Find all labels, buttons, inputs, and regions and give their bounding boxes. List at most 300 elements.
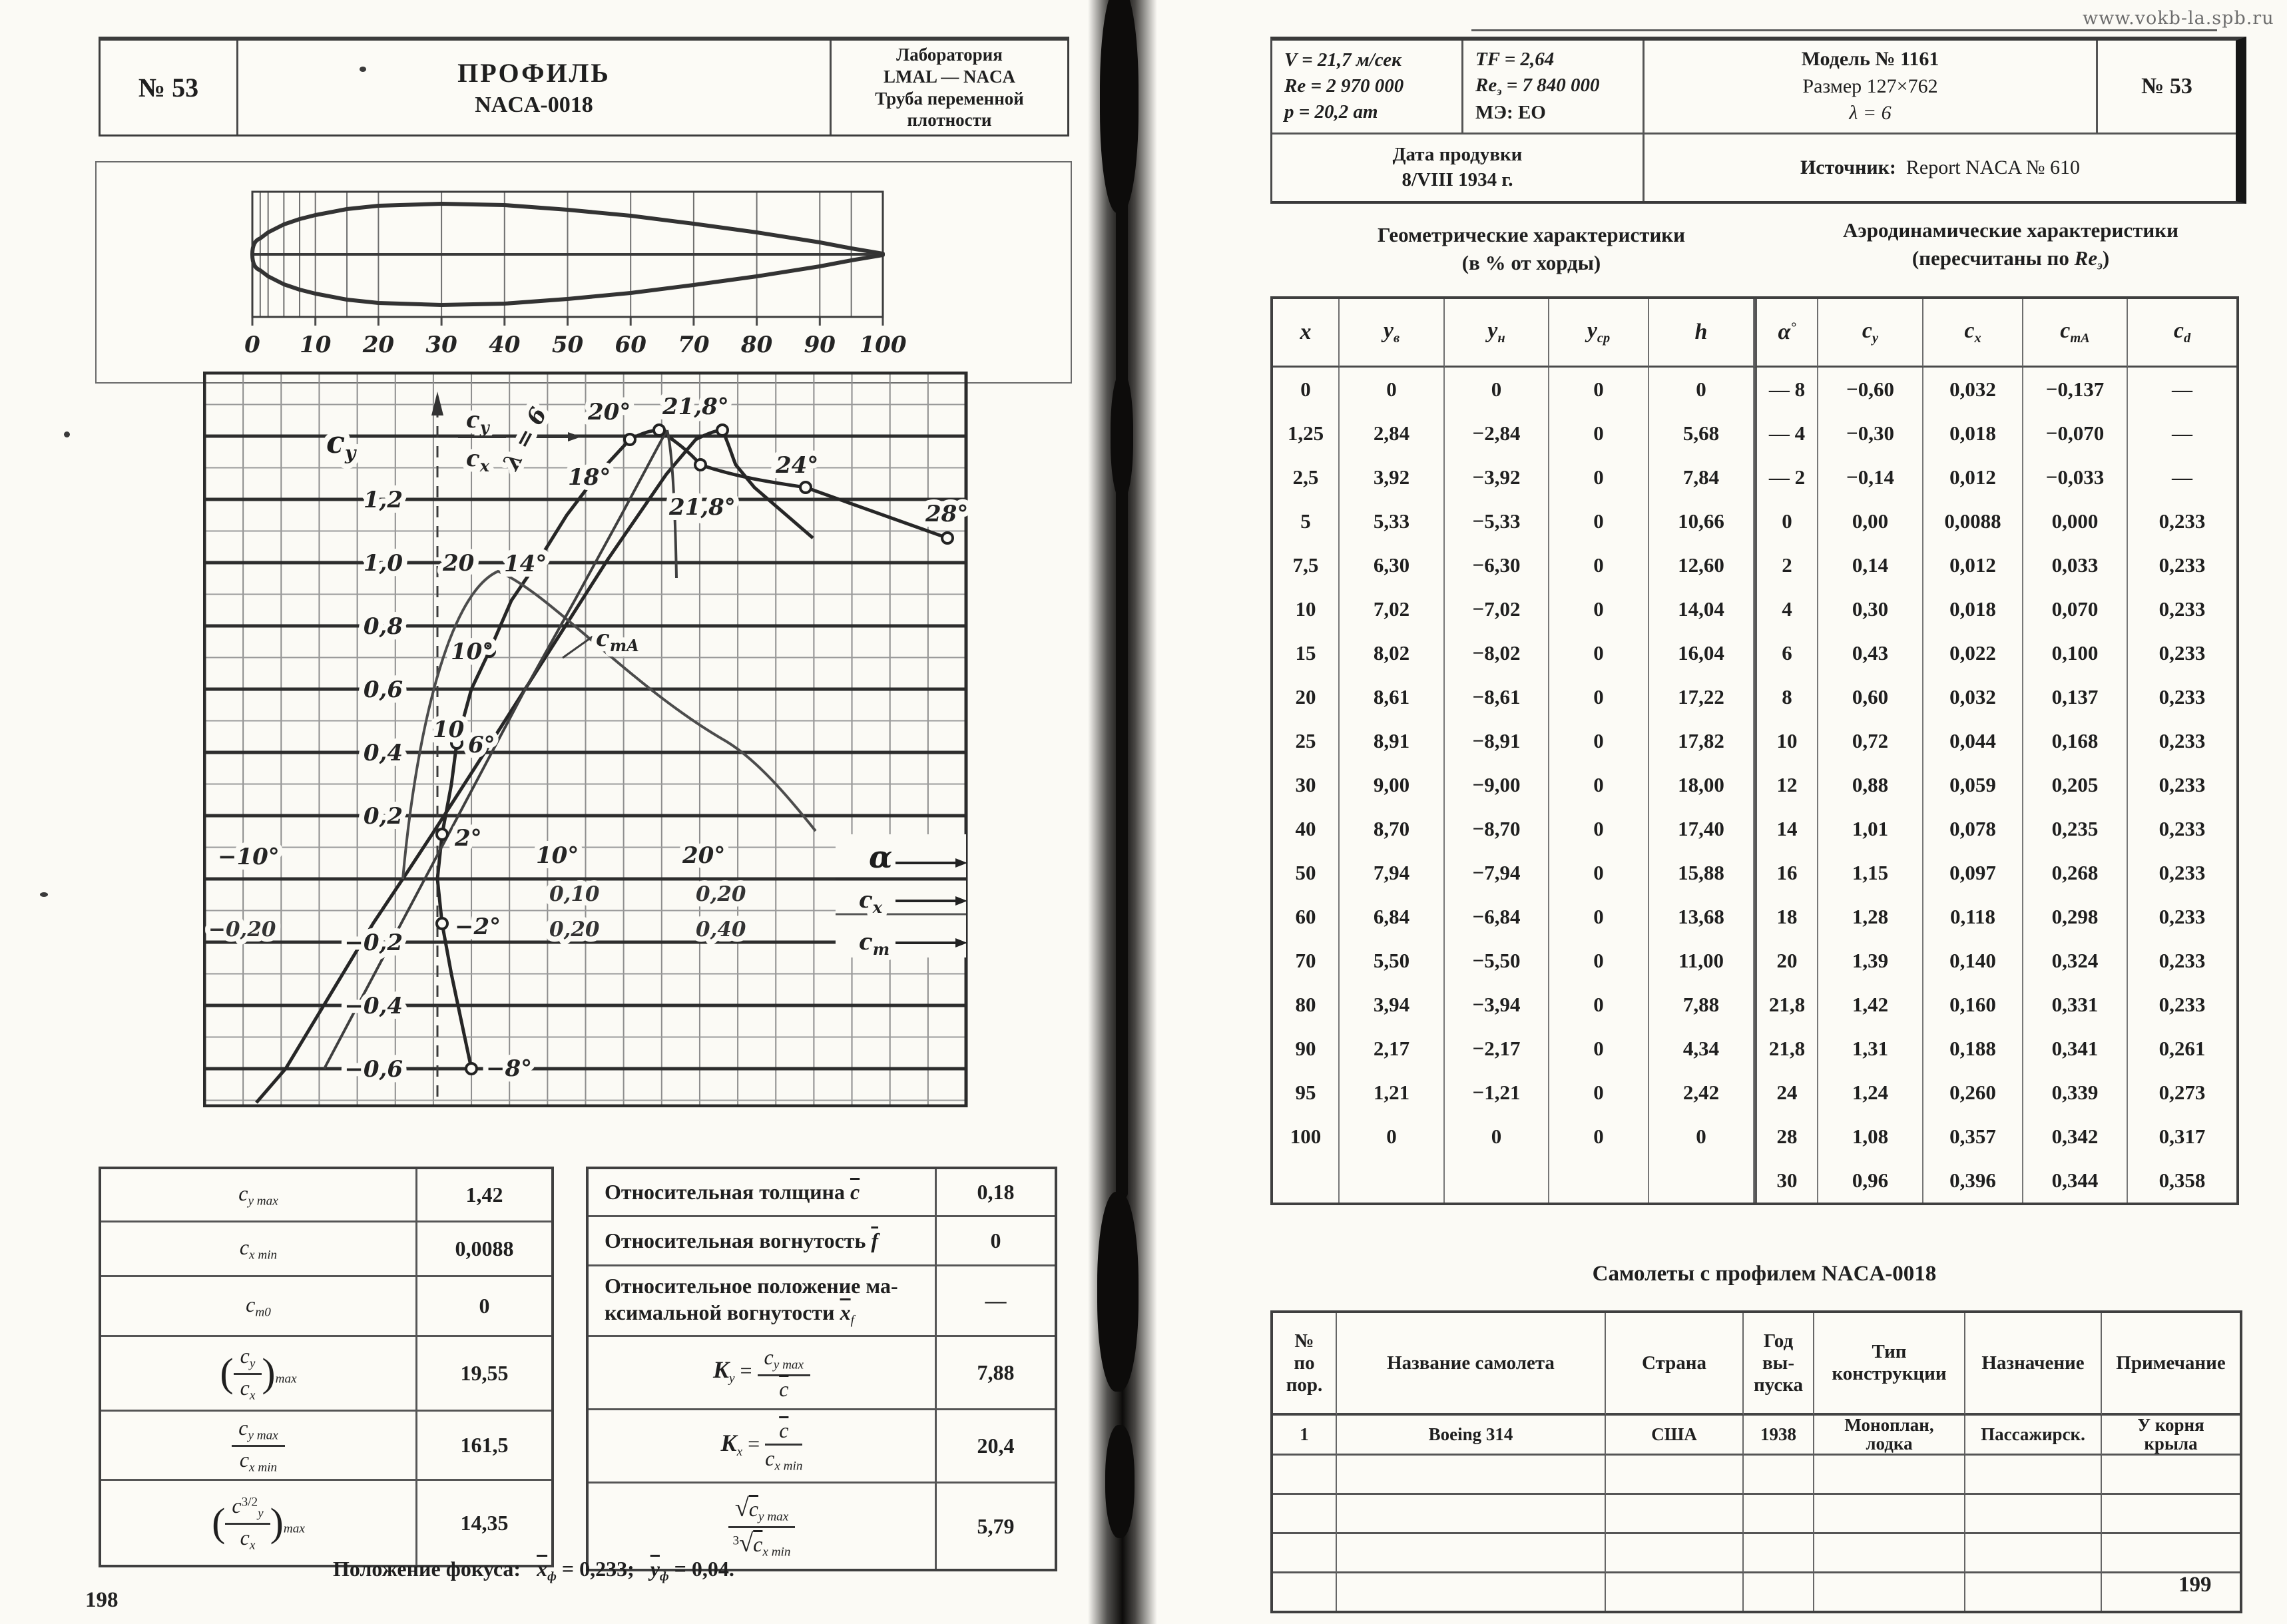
model-cell: [1643, 41, 2096, 135]
table-cell: [1337, 1495, 1606, 1534]
table-cell: 3,94: [1340, 983, 1445, 1027]
table-cell: — 4: [1754, 411, 1818, 455]
table-cell: 0: [1549, 1071, 1649, 1115]
col-year: Год вы- пуска: [1744, 1313, 1814, 1416]
table-cell: 15,88: [1649, 851, 1754, 895]
alpha-axis-symbol: α: [869, 839, 893, 875]
col-serial: № по пор.: [1273, 1313, 1337, 1416]
table-cell: 0,324: [2023, 939, 2128, 983]
table-cell: 0,43: [1818, 631, 1923, 675]
table-cell: 0: [1649, 1115, 1754, 1159]
svg-text:0,4: 0,4: [363, 740, 403, 766]
table-cell: 14,04: [1649, 587, 1754, 631]
scan-noise: [64, 431, 70, 437]
table-cell: 0,396: [1923, 1159, 2023, 1203]
table-cell: 4: [1754, 587, 1818, 631]
table-cell: 15: [1273, 631, 1340, 675]
table-cell: 5: [1273, 499, 1340, 543]
rel-thickness-value: 0,18: [935, 1169, 1055, 1217]
profile-title: ПРОФИЛЬ: [457, 58, 611, 88]
table-row: [1273, 1495, 2240, 1534]
table-cell: 0,273: [2159, 1081, 2206, 1104]
table-row: [1273, 675, 2236, 719]
table-cell: −3,94: [1445, 983, 1549, 1027]
table-cell: —: [2172, 465, 2192, 489]
aircraft-header-row: [1273, 1313, 2240, 1416]
table-cell: −0,14: [1818, 455, 1923, 499]
cycx-max-value: 19,55: [415, 1337, 551, 1412]
table-cell: 0,331: [2023, 983, 2128, 1027]
table-row: [1273, 631, 2236, 675]
table-cell: [1337, 1534, 1606, 1573]
table-cell: 0,0088: [1923, 499, 2023, 543]
re-eff-line: $Re_э = 7$ 840 000: [1475, 75, 1600, 99]
table-cell: −5,33: [1445, 499, 1549, 543]
table-cell: [1744, 1456, 1814, 1495]
table-cell: 30: [1754, 1159, 1818, 1203]
lab-line-1: Лаборатория: [896, 44, 1003, 65]
table-cell: [2102, 1456, 2240, 1495]
table-cell: 10: [1754, 719, 1818, 763]
col-y-lower: $y_н$: [1445, 299, 1549, 368]
table-cell: 5,33: [1340, 499, 1445, 543]
table-row: [1273, 763, 2236, 807]
table-cell: 0,00: [1818, 499, 1923, 543]
col-country: Страна: [1606, 1313, 1744, 1416]
pt-label-14: 14°: [504, 551, 547, 577]
table-row: [1273, 1027, 2236, 1071]
k-tick-10: 10: [433, 716, 465, 743]
table-cell: 1,42: [1818, 983, 1923, 1027]
table-cell: [1445, 1159, 1549, 1203]
table-cell: 16: [1754, 851, 1818, 895]
table-cell: 0: [1549, 763, 1649, 807]
table-cell: 40: [1273, 807, 1340, 851]
k-tick-20: 20: [443, 550, 475, 577]
col-y-upper: $y_в$: [1340, 299, 1445, 368]
table-cell: 60: [1273, 895, 1340, 939]
col-h: h: [1649, 299, 1754, 368]
re-line: Re = 2 970 000: [1284, 75, 1404, 97]
table-cell: 0,72: [1818, 719, 1923, 763]
table-cell: −3,92: [1445, 455, 1549, 499]
table-row: [1273, 1071, 2236, 1115]
table-cell: 0,000: [2023, 499, 2128, 543]
scan-noise: [1105, 1425, 1135, 1538]
tf-line: TF = 2,64: [1475, 49, 1555, 71]
pt-label-28: 28°: [925, 501, 969, 527]
alpha-tick-10: 10°: [536, 842, 579, 869]
table-cell: 1,39: [1818, 939, 1923, 983]
profile-scale-tick: 50: [551, 332, 584, 358]
aerodynamic-section-title: Аэродинамические характеристики (пересчитаны по $Re_э$): [1843, 218, 2178, 273]
table-cell: 0,033: [2023, 543, 2128, 587]
table-cell: 0,233: [2159, 509, 2206, 533]
aircraft-section-title: Самолеты с профилем NACA-0018: [1592, 1262, 1937, 1286]
table-cell: [1606, 1573, 1744, 1611]
table-cell: 0: [1549, 895, 1649, 939]
table-cell: [1814, 1573, 1965, 1611]
profile-scale-tick: 60: [615, 332, 646, 358]
characteristics-table: [1270, 296, 2239, 1205]
page-number-right: 199: [2178, 1573, 2212, 1597]
table-row: [1273, 411, 2236, 455]
test-info-table: [1270, 37, 2246, 204]
table-cell: 0,14: [1818, 543, 1923, 587]
source-label: Источник:: [1800, 156, 1896, 178]
table-cell: −0,30: [1818, 411, 1923, 455]
table-cell: —: [2172, 421, 2192, 445]
table-cell: 0,342: [2023, 1115, 2128, 1159]
table-cell: [1337, 1456, 1606, 1495]
ky-label: $K_y$ = $\frac{c_{y max}}{c}$: [589, 1337, 935, 1410]
svg-text:0,8: 0,8: [363, 613, 403, 640]
pt-label-m8: −8°: [486, 1055, 533, 1082]
airfoil-profile-figure: [97, 162, 1071, 382]
me-line: МЭ: ЕО: [1475, 102, 1546, 124]
table-cell: 2,42: [1649, 1071, 1754, 1115]
col-purpose: Назначение: [1965, 1313, 2102, 1416]
scan-noise: [1097, 1192, 1139, 1392]
table-cell: −0,033: [2023, 455, 2128, 499]
table-cell: 1,31: [1818, 1027, 1923, 1071]
table-cell: −8,61: [1445, 675, 1549, 719]
col-cma: $c_{mA}$: [2023, 299, 2128, 368]
table-cell: −0,137: [2023, 368, 2128, 411]
table-cell: 16,04: [1649, 631, 1754, 675]
cx-axis-symbol: $c_x$: [859, 887, 883, 917]
table-cell: 0: [1549, 1027, 1649, 1071]
profile-scale-tick: 20: [362, 332, 395, 358]
table-cell: 30: [1273, 763, 1340, 807]
profile-number: № 53: [138, 73, 199, 103]
profile-scale-tick: 100: [859, 332, 907, 358]
table-cell: 7,02: [1340, 587, 1445, 631]
table-cell: 0,261: [2159, 1037, 2206, 1060]
table-cell: 2,5: [1273, 455, 1340, 499]
svg-text:0,2: 0,2: [363, 803, 403, 830]
camber-position-value: —: [935, 1266, 1055, 1337]
table-cell: 0,233: [2159, 641, 2206, 665]
table-cell: 5,68: [1649, 411, 1754, 455]
pt-label-m2: −2°: [455, 914, 501, 940]
table-row: [1273, 1573, 2240, 1611]
table-cell: 0,233: [2159, 905, 2206, 928]
table-cell: 0,118: [1923, 895, 2023, 939]
coefficient-summary-table: [99, 1167, 554, 1567]
lambda-label: λ = 6: [497, 403, 553, 475]
page-number-left: 198: [85, 1588, 119, 1612]
table-cell: [2102, 1534, 2240, 1573]
table-cell: [1814, 1534, 1965, 1573]
lab-line-2: LMAL — NACA: [883, 66, 1015, 87]
date-value: 8/VIII 1934 г.: [1401, 168, 1513, 190]
table-cell: −8,91: [1445, 719, 1549, 763]
geometric-section-title: Геометрические характеристики (в % от хорды): [1377, 223, 1686, 274]
svg-text:−0,2: −0,2: [344, 930, 403, 956]
kx-label: $K_x$ = $\frac{\overline{c}}{c_{x min}}$: [589, 1410, 935, 1484]
table-cell: [1273, 1159, 1340, 1203]
table-cell: 0: [1754, 499, 1818, 543]
table-row: [1273, 1416, 2240, 1456]
table-cell: 10,66: [1649, 499, 1754, 543]
table-cell: 1,01: [1818, 807, 1923, 851]
table-cell: Boeing 314: [1337, 1416, 1606, 1456]
table-cell: 7,88: [1649, 983, 1754, 1027]
table-cell: −7,02: [1445, 587, 1549, 631]
table-cell: 8,70: [1340, 807, 1445, 851]
table-cell: 20: [1754, 939, 1818, 983]
table-cell: 1: [1273, 1416, 1337, 1456]
table-cell: 0,233: [2159, 817, 2206, 840]
table-cell: 0,044: [1923, 719, 2023, 763]
table-cell: [1965, 1456, 2102, 1495]
table-cell: 0,235: [2023, 807, 2128, 851]
col-alpha: α°: [1754, 299, 1818, 368]
table-cell: [2102, 1573, 2240, 1611]
lab-line-4: плотности: [907, 110, 992, 131]
cm-tick-040: 0,40: [696, 918, 746, 942]
table-cell: 0,344: [2023, 1159, 2128, 1203]
table-cell: 0,268: [2023, 851, 2128, 895]
table-cell: 0,233: [2159, 685, 2206, 708]
col-cx: $c_x$: [1923, 299, 2023, 368]
sqrt-ratio-label: $\frac{√c_{y max}}{^3√c_{x min}}$: [589, 1484, 935, 1569]
watermark-url: www.vokb-la.spb.ru: [2083, 8, 2274, 29]
table-cell: 0,233: [2159, 597, 2206, 621]
table-cell: [1340, 1159, 1445, 1203]
table-cell: 1,28: [1818, 895, 1923, 939]
table-cell: 6,84: [1340, 895, 1445, 939]
table-row: [1273, 587, 2236, 631]
table-row: [1273, 939, 2236, 983]
cxmin-label: $c_{x min}$: [101, 1222, 415, 1277]
table-cell: −0,60: [1818, 368, 1923, 411]
table-cell: США: [1606, 1416, 1744, 1456]
table-cell: 0,233: [2159, 773, 2206, 796]
cymax-cxmin-label: $\frac{c_{y max}}{c_{x min}}$: [101, 1412, 415, 1481]
table-cell: 0,205: [2023, 763, 2128, 807]
table-cell: 0: [1340, 1115, 1445, 1159]
table-cell: 20: [1273, 675, 1340, 719]
table-cell: 0: [1273, 368, 1340, 411]
ky-value: 7,88: [935, 1337, 1055, 1410]
table-cell: 0,160: [1923, 983, 2023, 1027]
table-cell: −1,21: [1445, 1071, 1549, 1115]
cx-tick-020: 0,20: [696, 882, 746, 906]
table-cell: 0,140: [1923, 939, 2023, 983]
table-cell: 0: [1549, 368, 1649, 411]
table-cell: 0,233: [2159, 729, 2206, 752]
table-row: [1273, 895, 2236, 939]
table-cell: [1273, 1495, 1337, 1534]
cma-leader-line: [563, 637, 593, 658]
table-cell: 14: [1754, 807, 1818, 851]
table-cell: 1,21: [1340, 1071, 1445, 1115]
table-cell: [1965, 1495, 2102, 1534]
table-row: [1273, 1115, 2236, 1159]
col-x: x: [1273, 299, 1340, 368]
table-cell: 80: [1273, 983, 1340, 1027]
table-cell: 0,30: [1818, 587, 1923, 631]
cma-label: $c_{mA}$: [596, 625, 639, 655]
table-cell: [1549, 1159, 1649, 1203]
cm0-value: 0: [415, 1277, 551, 1337]
table-cell: 12: [1754, 763, 1818, 807]
alpha-tick-m10: −10°: [218, 844, 280, 870]
table-cell: 9,00: [1340, 763, 1445, 807]
table-cell: 0: [1340, 368, 1445, 411]
cx-tick-010: 0,10: [549, 882, 600, 906]
table-cell: Моноплан, лодка: [1814, 1416, 1965, 1456]
table-cell: 90: [1273, 1027, 1340, 1071]
table-cell: 0,059: [1923, 763, 2023, 807]
table-cell: 0,078: [1923, 807, 2023, 851]
table-cell: [1649, 1159, 1754, 1203]
profile-scale-tick: 70: [678, 332, 710, 358]
table-cell: [2102, 1495, 2240, 1534]
table-cell: −2,17: [1445, 1027, 1549, 1071]
table-cell: —: [2172, 378, 2192, 401]
table-row: [1273, 499, 2236, 543]
characteristics-header-row: [1273, 299, 2236, 368]
table-cell: [1965, 1534, 2102, 1573]
cm-tick-m020: −0,20: [208, 918, 276, 942]
table-row: [1273, 543, 2236, 587]
table-cell: 0,298: [2023, 895, 2128, 939]
profile-scale-tick: 90: [804, 332, 836, 358]
table-cell: 0: [1549, 499, 1649, 543]
table-cell: −0,070: [2023, 411, 2128, 455]
pt-label-6: 6°: [468, 732, 495, 758]
rel-thickness-label: Относительная толщина $\overline{c}$: [589, 1169, 935, 1217]
cycx-arrow-icon: [568, 432, 581, 441]
table-cell: [1744, 1495, 1814, 1534]
svg-text:0,6: 0,6: [363, 677, 403, 703]
table-cell: 0,032: [1923, 675, 2023, 719]
table-cell: 1,08: [1818, 1115, 1923, 1159]
cycx-max-label: ( $\frac{c_y}{c_x}$ )$_{max}$: [101, 1337, 415, 1412]
axis-symbol-box: [836, 834, 967, 959]
sheet-number-cell: № 53: [2096, 41, 2236, 135]
profile-title-cell: [236, 41, 830, 135]
table-cell: 0,317: [2159, 1125, 2206, 1148]
table-cell: 0,070: [2023, 587, 2128, 631]
table-row: [1273, 719, 2236, 763]
table-cell: [1337, 1573, 1606, 1611]
profile-scale-labels: [244, 332, 907, 358]
profile-scale-tick: 80: [740, 332, 773, 358]
table-cell: 0,188: [1923, 1027, 2023, 1071]
table-cell: 5,50: [1340, 939, 1445, 983]
cy32-cx-max-value: 14,35: [415, 1481, 551, 1565]
table-row: [1273, 1159, 2236, 1203]
table-cell: −6,30: [1445, 543, 1549, 587]
table-cell: У корня крыла: [2102, 1416, 2240, 1456]
table-row: [1273, 368, 2236, 411]
col-cd: $c_d$: [2128, 299, 2236, 368]
table-cell: 8,02: [1340, 631, 1445, 675]
table-cell: [1744, 1573, 1814, 1611]
table-cell: 0: [1549, 939, 1649, 983]
velocity-line: V = 21,7 м/сек: [1284, 49, 1401, 71]
cm0-label: $c_{m0}$: [101, 1277, 415, 1337]
scan-noise: [1116, 200, 1128, 1199]
svg-text:−0,6: −0,6: [344, 1056, 403, 1083]
table-cell: 0: [1445, 1115, 1549, 1159]
table-cell: 0,233: [2159, 861, 2206, 884]
table-cell: 6: [1754, 631, 1818, 675]
table-cell: 0,233: [2159, 993, 2206, 1016]
table-cell: [1273, 1573, 1337, 1611]
table-cell: 25: [1273, 719, 1340, 763]
polar-chart-svg: [203, 372, 975, 1107]
table-row: [1273, 851, 2236, 895]
table-cell: 0: [1445, 368, 1549, 411]
scan-noise: [360, 67, 366, 72]
table-cell: [1814, 1456, 1965, 1495]
focus-position-line: Положение фокуса: $\overline{x}_ф = 0,233$; $\overline{y}_ф = 0,04$.: [333, 1557, 734, 1584]
laboratory-cell: [830, 41, 1067, 135]
table-cell: 17,22: [1649, 675, 1754, 719]
table-cell: 0: [1549, 851, 1649, 895]
cm-tick-020: 0,20: [549, 918, 600, 942]
table-cell: −9,00: [1445, 763, 1549, 807]
lab-line-3: Труба переменной: [875, 88, 1024, 109]
table-cell: 0,012: [1923, 455, 2023, 499]
table-cell: 0: [1549, 455, 1649, 499]
table-cell: 21,8: [1754, 983, 1818, 1027]
table-cell: 0,339: [2023, 1071, 2128, 1115]
table-cell: 0: [1549, 983, 1649, 1027]
table-cell: 0: [1549, 587, 1649, 631]
table-cell: 28: [1754, 1115, 1818, 1159]
table-cell: 2: [1754, 543, 1818, 587]
pt-label-24: 24°: [776, 452, 819, 479]
table-cell: [1273, 1534, 1337, 1573]
table-cell: 0: [1549, 675, 1649, 719]
table-cell: 70: [1273, 939, 1340, 983]
table-cell: 0,233: [2159, 553, 2206, 577]
profile-name: NACA-0018: [475, 93, 593, 117]
table-cell: 0: [1549, 1115, 1649, 1159]
table-cell: 2,17: [1340, 1027, 1445, 1071]
table-cell: 11,00: [1649, 939, 1754, 983]
scan-noise: [1100, 0, 1139, 213]
table-row: [1273, 455, 2236, 499]
table-cell: 8: [1754, 675, 1818, 719]
table-cell: 0,341: [2023, 1027, 2128, 1071]
table-cell: 0,018: [1923, 587, 2023, 631]
cxmin-value: 0,0088: [415, 1222, 551, 1277]
table-cell: 0,260: [1923, 1071, 2023, 1115]
scan-edge-line: [1471, 29, 2217, 31]
table-row: [1273, 1534, 2240, 1573]
rel-camber-value: 0: [935, 1217, 1055, 1266]
table-cell: 95: [1273, 1071, 1340, 1115]
kx-value: 20,4: [935, 1410, 1055, 1484]
table-cell: 1,15: [1818, 851, 1923, 895]
camber-position-label: Относительное положение ма- ксимальной вогнутости $\overline{x}_f$: [589, 1266, 935, 1337]
data-point-markers: [437, 425, 953, 1074]
svg-text:−0,4: −0,4: [344, 993, 403, 1019]
table-row: [1273, 807, 2236, 851]
table-cell: [1606, 1456, 1744, 1495]
table-cell: −7,94: [1445, 851, 1549, 895]
table-cell: [1273, 1456, 1337, 1495]
table-cell: 0,96: [1818, 1159, 1923, 1203]
table-cell: 6,30: [1340, 543, 1445, 587]
